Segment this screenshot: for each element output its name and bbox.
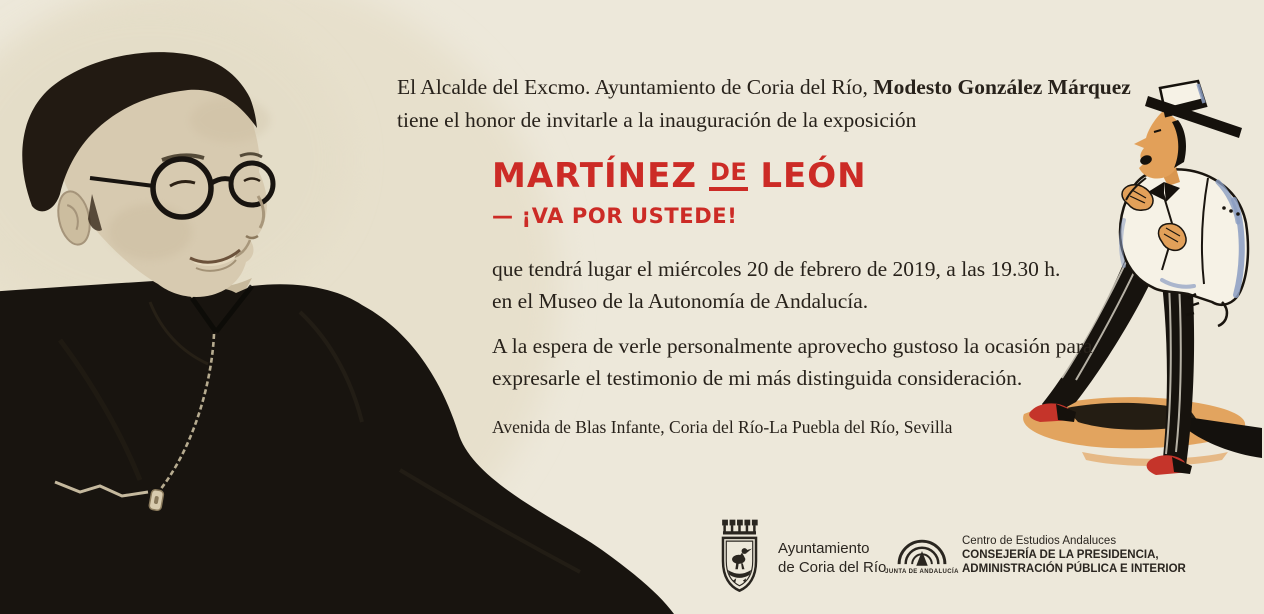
- title-de-underlined: DE: [709, 160, 748, 191]
- centro-line-2: CONSEJERÍA DE LA PRESIDENCIA,: [962, 549, 1159, 561]
- event-details: [492, 253, 1097, 317]
- coria-coat-of-arms-icon: [714, 518, 765, 594]
- closing-line-1: A la espera de verle personalmente aprovecho gustoso la ocasión para: [492, 334, 1093, 359]
- intro-line-2: tiene el honor de invitarle a la inauguración de la exposición: [397, 108, 917, 132]
- exhibition-subtitle: — ¡VA POR USTEDE!: [492, 204, 738, 229]
- closing-paragraph: [492, 330, 1097, 394]
- centro-estudios-block: [962, 534, 1186, 576]
- title-word-1: MARTÍNEZ: [492, 156, 697, 196]
- mayor-name: Modesto González Márquez: [873, 75, 1131, 99]
- junta-logo-caption: JUNTA DE ANDALUCÍA: [885, 569, 959, 575]
- junta-de-andalucia-logo-icon: [892, 533, 952, 569]
- closing-line-2: expresarle el testimonio de mi más distinguida consideración.: [492, 366, 1023, 391]
- junta-logo-drawing: [892, 533, 952, 569]
- venue-address: Avenida de Blas Infante, Coria del Río-La Puebla del Río, Sevilla: [492, 417, 953, 438]
- intro-line-1: [397, 71, 1131, 104]
- ayuntamiento-line-2: de Coria del Río: [778, 559, 887, 576]
- invitation-text: [397, 58, 1131, 438]
- ayuntamiento-label: [778, 539, 886, 577]
- centro-line-3: ADMINISTRACIÓN PÚBLICA E INTERIOR: [962, 563, 1186, 575]
- ayuntamiento-line-1: Ayuntamiento: [778, 540, 870, 557]
- centro-line-1: Centro de Estudios Andaluces: [962, 535, 1117, 547]
- title-word-2: LEÓN: [760, 156, 867, 196]
- event-line-2: en el Museo de la Autonomía de Andalucía.: [492, 289, 869, 314]
- event-line-1: que tendrá lugar el miércoles 20 de febrero de 2019, a las 19.30 h.: [492, 257, 1061, 282]
- intro-prefix: El Alcalde del Excmo. Ayuntamiento de Coria del Río,: [397, 75, 874, 99]
- coat-of-arms-drawing: [714, 518, 765, 594]
- exhibition-title: [492, 158, 1097, 195]
